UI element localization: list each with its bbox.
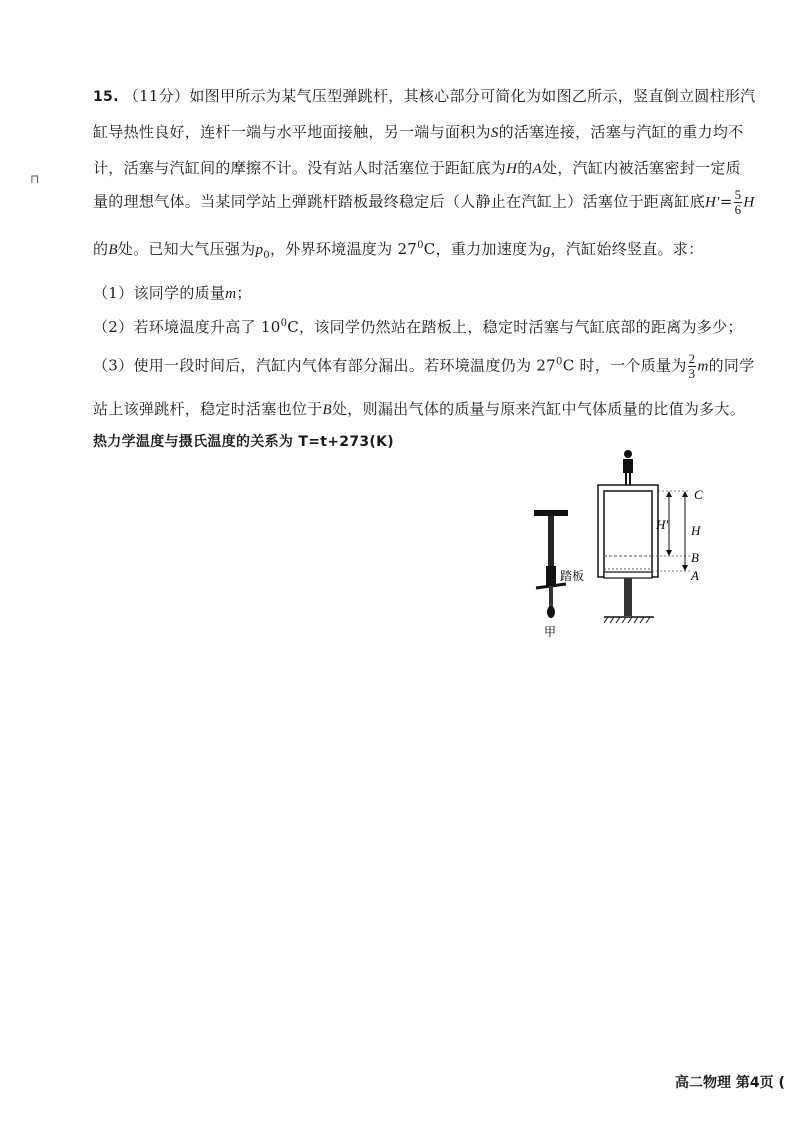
piston (604, 572, 652, 578)
var-m-2: m (697, 358, 709, 375)
var-p-subscript: 0 (263, 250, 270, 261)
problem-text-2b: 的活塞连接，活塞与汽缸的重力均不 (498, 123, 744, 141)
question-3-text-e: 处，则漏出气体的质量与原来汽缸中气体质量的比值为多大。 (331, 400, 746, 418)
degree-mark-2: 0 (280, 318, 288, 329)
pogo-stick-figure (520, 500, 600, 640)
fraction-denominator: 3 (688, 366, 696, 381)
fraction-numerator: 2 (688, 351, 696, 366)
problem-text-1: 如图甲所示为某气压型弹跳杆，其核心部分可简化为如图乙所示，竖直倒立圆柱形汽 (189, 87, 756, 105)
temperature-note: 热力学温度与摄氏温度的关系为 T=t+273(K) (93, 434, 394, 450)
pogo-upper-pole (548, 516, 554, 568)
cylinder-diagram (590, 445, 720, 625)
pogo-cylinder (546, 566, 556, 586)
degree-mark-3: 0 (556, 356, 563, 368)
equals-sign: = (719, 192, 733, 211)
question-2-text-b: C，该同学仍然站在踏板上，稳定时活塞与气缸底部的距离为多少； (287, 318, 743, 336)
problem-text-3a: 计，活塞与汽缸间的摩擦不计。没有站人时活塞位于距缸底为 (93, 159, 507, 177)
question-3-text-d: 站上该弹跳杆，稳定时活塞也位于 (93, 400, 323, 418)
problem-line-5 (93, 238, 704, 261)
var-H-2: H (743, 194, 755, 211)
var-g: g (542, 242, 551, 258)
question-3-line-2 (93, 398, 745, 419)
pedal-label: 踏板 (560, 569, 585, 583)
ground-hatching (604, 617, 650, 623)
problem-text-4a: 量的理想气体。当某同学站上弹跳杆踏板最终稳定后（人静止在汽缸上）活塞位于距离缸底 (93, 192, 706, 211)
problem-text-5b: 处。已知大气压强为 (117, 240, 256, 258)
var-H-prime: H′ (705, 194, 720, 211)
var-A: A (532, 161, 543, 177)
fraction-two-thirds (688, 352, 697, 381)
var-B: B (108, 242, 118, 258)
var-p: p (255, 242, 264, 258)
question-3-line-1 (93, 352, 755, 381)
margin-mark: ⊓ (30, 172, 40, 186)
question-1 (93, 282, 252, 303)
problem-line-4 (93, 188, 755, 217)
question-3-text-b: C 时，一个质量为 (562, 356, 687, 375)
pogo-foot (547, 606, 555, 618)
var-S: S (490, 125, 499, 141)
problem-text-2a: 缸导热性良好，连杆一端与水平地面接触，另一端与面积为 (93, 123, 491, 141)
problem-text-3b: 的 (517, 159, 533, 177)
page-footer: 高二物理 第4页 ( (675, 1075, 785, 1091)
problem-text-5c: ，外界环境温度为 27 (269, 240, 418, 258)
label-H-prime: H′ (656, 517, 669, 532)
problem-line-2 (93, 121, 743, 142)
var-B-2: B (322, 402, 332, 418)
label-B: B (691, 550, 699, 565)
question-3-text-a: （3）使用一段时间后，汽缸内气体有部分漏出。若环境温度仍为 27 (93, 356, 557, 375)
problem-score: （11分） (123, 87, 190, 105)
fraction-denominator: 6 (734, 202, 742, 217)
var-H: H (506, 161, 518, 177)
fraction-numerator: 5 (734, 187, 742, 202)
label-C: C (694, 487, 703, 502)
problem-line-3 (93, 157, 741, 178)
question-3-text-c: 的同学 (708, 356, 755, 375)
var-m: m (225, 286, 237, 302)
cylinder-wall (598, 485, 658, 577)
problem-number: 15. (93, 89, 119, 105)
question-1-end: ； (236, 284, 252, 302)
piston-rod (624, 578, 632, 616)
degree-mark-1: 0 (417, 240, 424, 251)
pogo-lower-pole (549, 586, 553, 608)
question-1-text: （1）该同学的质量 (93, 284, 226, 302)
question-2-text-a: （2）若环境温度升高了 10 (93, 318, 281, 336)
problem-text-5e: ，汽缸始终竖直。求： (550, 240, 704, 258)
pogo-handle (534, 510, 568, 516)
problem-text-3c: 处，汽缸内被活塞密封一定质 (542, 159, 741, 177)
person-body (623, 459, 633, 485)
problem-text-5a: 的 (93, 240, 109, 258)
label-A: A (691, 568, 699, 583)
problem-text-5d: C，重力加速度为 (423, 240, 543, 258)
label-H: H (691, 523, 701, 538)
problem-line-1 (93, 85, 755, 106)
question-2 (93, 316, 743, 337)
fraction-five-sixths (734, 188, 743, 217)
person-head (624, 450, 632, 458)
figure-jia-label: 甲 (544, 625, 557, 639)
